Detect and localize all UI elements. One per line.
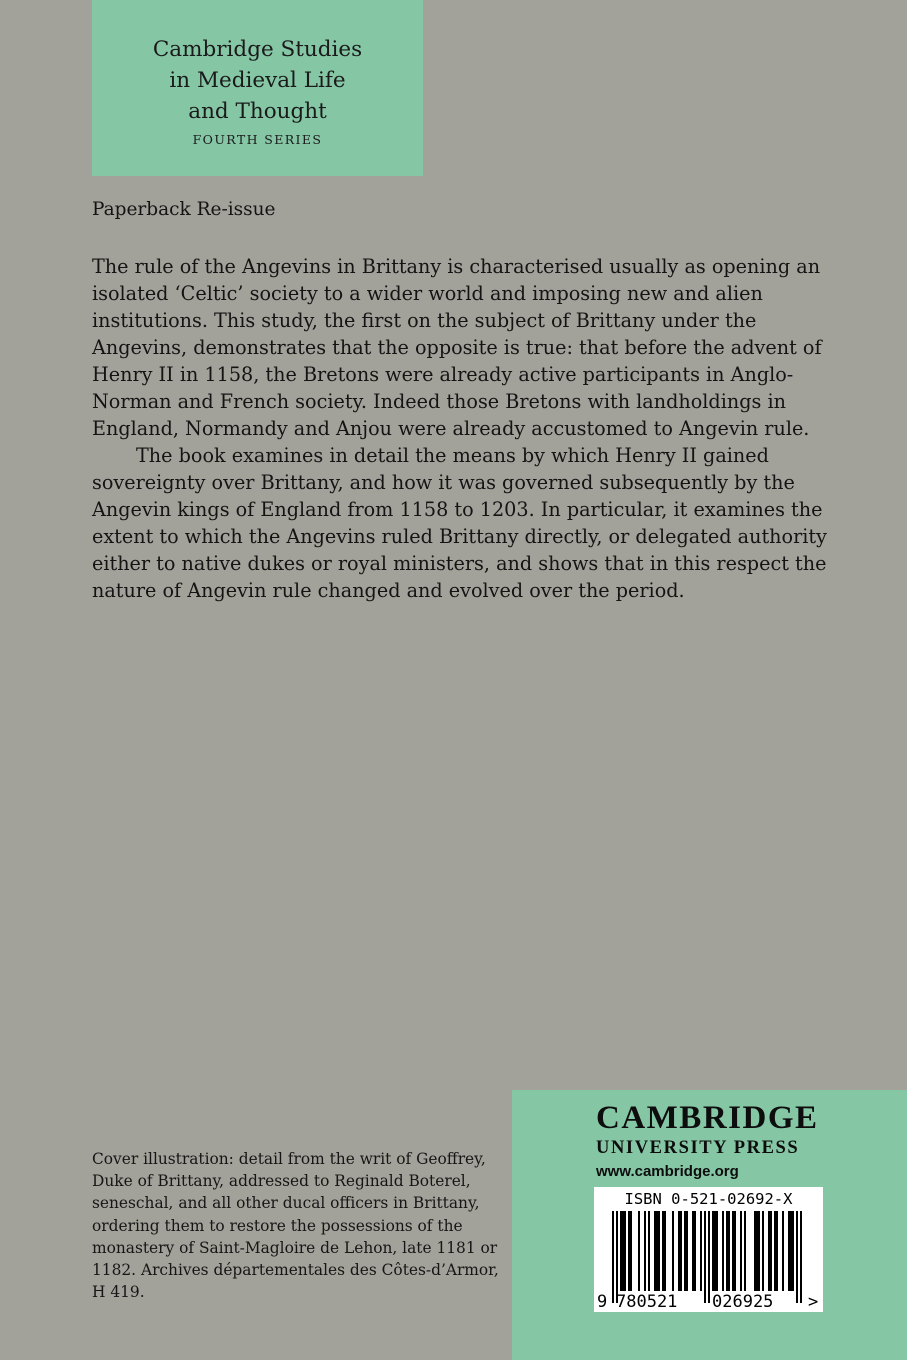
barcode-bar (658, 1211, 660, 1291)
barcode-bar (654, 1211, 656, 1291)
barcode-graphic (594, 1187, 823, 1312)
series-title-line: Cambridge Studies (152, 37, 363, 62)
barcode-bar (622, 1211, 624, 1291)
barcode-bar (774, 1211, 776, 1291)
barcode-bar (714, 1211, 716, 1291)
barcode-bar (630, 1211, 632, 1291)
series-panel (92, 0, 423, 176)
barcode-bar (648, 1211, 650, 1291)
barcode-bar (728, 1211, 730, 1291)
barcode-bar (732, 1211, 734, 1291)
barcode-bar (624, 1211, 626, 1291)
edition-note: Paperback Re-issue (92, 199, 276, 220)
barcode-bar (692, 1211, 694, 1291)
barcode-bar (792, 1211, 794, 1291)
barcode-quiet-zone-mark: > (808, 1292, 819, 1312)
barcode-bar (790, 1211, 792, 1291)
barcode-bar (628, 1211, 630, 1291)
publisher-panel (512, 1090, 907, 1360)
barcode-bar (716, 1211, 718, 1291)
barcode-bar (694, 1211, 696, 1291)
barcode-bar (656, 1211, 658, 1291)
barcode-bar (756, 1211, 758, 1291)
publisher-press: UNIVERSITY PRESS (596, 1138, 800, 1158)
barcode-bar (744, 1211, 746, 1291)
barcode-digits-right: 026925 (712, 1292, 774, 1312)
barcode-bar (644, 1211, 646, 1291)
barcode-bar (712, 1211, 714, 1291)
barcode-bar (758, 1211, 760, 1291)
publisher-logo: CAMBRIDGE (596, 1100, 819, 1136)
barcode-bar (800, 1211, 802, 1303)
cover-illustration-note: Cover illustration: detail from the writ of Geoffrey, Duke of Brittany, addressed to Reginald Boterel, seneschal, and all other ducal officers in Brittany, ordering them to restore the possessions of the monastery of Saint-Magloire de Lehon, late 1181 or 1182. Archives départementales des Côtes-d’Armor, H 419. (92, 1150, 499, 1302)
barcode-bar (684, 1211, 686, 1291)
barcode-bar (754, 1211, 756, 1291)
barcode-bar (782, 1211, 784, 1291)
barcode-digits-left: 780521 (616, 1292, 678, 1312)
barcode-bar (672, 1211, 674, 1291)
series-title-line: in Medieval Life (169, 68, 346, 93)
barcode-bar (770, 1211, 772, 1291)
isbn-label: ISBN 0-521-02692-X (624, 1190, 793, 1208)
series-title-line: and Thought (188, 99, 327, 124)
barcode-bar (788, 1211, 790, 1291)
barcode-bar (704, 1211, 706, 1303)
description-paragraph: The rule of the Angevins in Brittany is characterised usually as opening an isolated ‘Celtic’ society to a wider world and imposing new and alien institutions. This study, the first on the subject of Brittany under the Angevins, demonstrates that the opposite is true: that before the advent of Henry II in 1158, the Bretons were already active participants in Anglo-Norman and French society. Indeed those Bretons with landholdings in England, Normandy and Anjou were already accustomed to Angevin rule. (92, 255, 822, 440)
barcode-bar (740, 1211, 742, 1291)
barcode-bar (726, 1211, 728, 1291)
barcode-bar (796, 1211, 798, 1303)
barcode-digit-first: 9 (597, 1292, 608, 1312)
barcode-bar (762, 1211, 764, 1291)
barcode-bar (664, 1211, 666, 1291)
barcode-bar (700, 1211, 702, 1291)
barcode (594, 1187, 823, 1312)
barcode-bar (662, 1211, 664, 1291)
barcode-bar (734, 1211, 736, 1291)
barcode-bar (616, 1211, 618, 1303)
barcode-bar (680, 1211, 682, 1291)
barcode-bar (686, 1211, 688, 1291)
barcode-bar (612, 1211, 614, 1303)
barcode-bar (768, 1211, 770, 1291)
barcode-bar (620, 1211, 622, 1291)
publisher-website: www.cambridge.org (596, 1163, 739, 1180)
barcode-bar (722, 1211, 724, 1291)
barcode-bar (708, 1211, 710, 1303)
series-title (92, 34, 423, 127)
barcode-bar (678, 1211, 680, 1291)
series-subtitle: FOURTH SERIES (192, 132, 323, 147)
barcode-bar (638, 1211, 640, 1291)
barcode-bar (776, 1211, 778, 1291)
book-description (92, 253, 832, 604)
description-paragraph: The book examines in detail the means by which Henry II gained sovereignty over Brittany, and how it was governed subsequently by the Angevin kings of England from 1158 to 1203. In particular, it examines the extent to which the Angevins ruled Brittany directly, or delegated authority either to native dukes or royal ministers, and shows that in this respect the nature of Angevin rule changed and evolved over the period. (92, 444, 827, 602)
